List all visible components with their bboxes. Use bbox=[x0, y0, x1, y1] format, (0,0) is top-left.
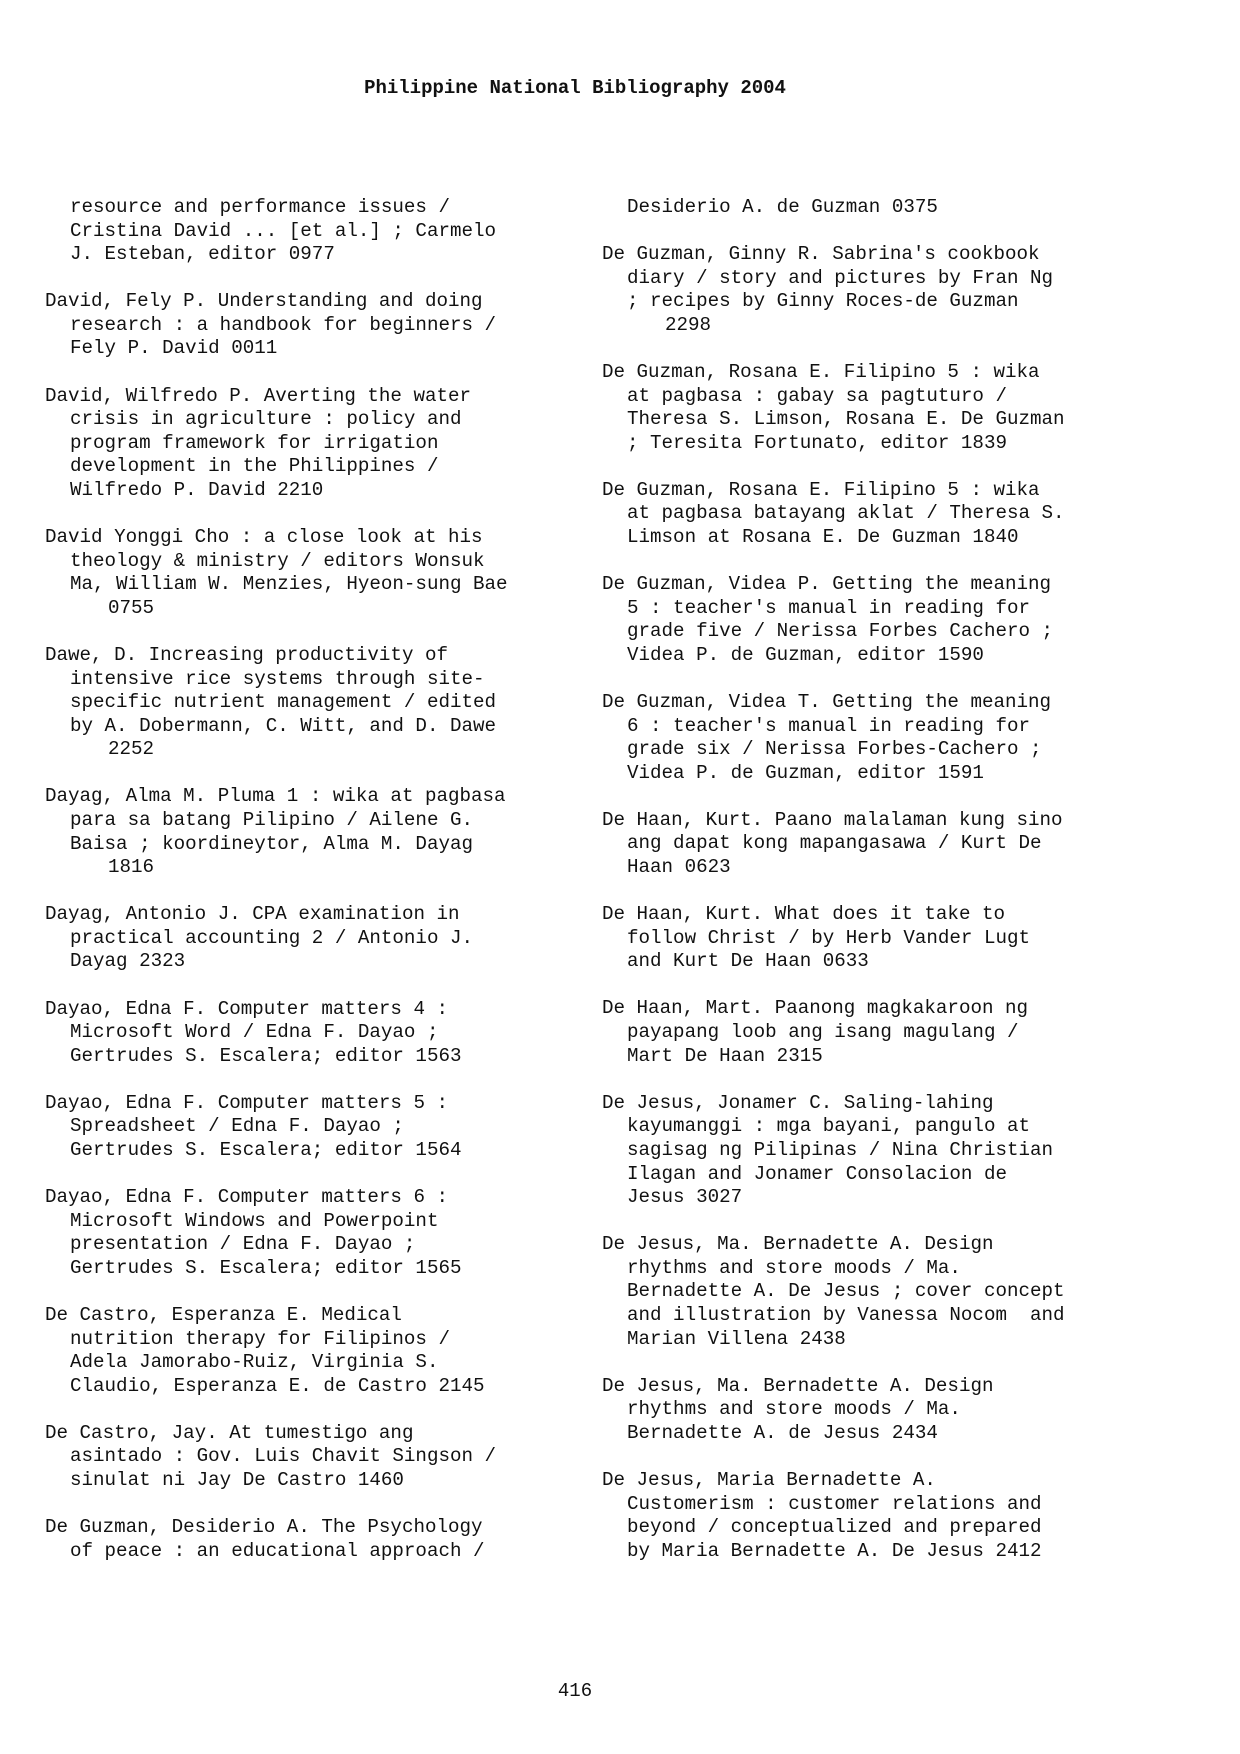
entry-heading-line: Dayag, Antonio J. CPA examination in bbox=[45, 903, 460, 926]
entry-line: ; recipes by Ginny Roces-de Guzman bbox=[627, 290, 1019, 313]
entry-heading-line: De Castro, Jay. At tumestigo ang bbox=[45, 1421, 414, 1444]
entry-line: Ma, William W. Menzies, Hyeon-sung Bae bbox=[70, 573, 508, 596]
entry-heading-line: De Guzman, Videa P. Getting the meaning bbox=[602, 573, 1052, 596]
entry-heading-line: David, Fely P. Understanding and doing bbox=[45, 290, 483, 313]
entry-line: kayumanggi : mga bayani, pangulo at bbox=[627, 1115, 1031, 1138]
entry-heading-line: De Guzman, Desiderio A. The Psychology bbox=[45, 1516, 483, 1539]
bibliography-entry bbox=[602, 361, 1162, 455]
entry-line: diary / story and pictures by Fran Ng bbox=[627, 266, 1054, 289]
bibliography-entry bbox=[602, 479, 1162, 550]
bibliography-entry bbox=[45, 1422, 605, 1493]
entry-heading-line: De Haan, Mart. Paanong magkakaroon ng bbox=[602, 997, 1029, 1020]
entry-line: development in the Philippines / bbox=[70, 455, 439, 478]
right-column bbox=[602, 196, 1162, 1587]
bibliography-entry bbox=[45, 196, 605, 267]
bibliography-entry bbox=[45, 290, 605, 361]
entry-line: J. Esteban, editor 0977 bbox=[70, 243, 335, 266]
entry-line: Dayag 2323 bbox=[70, 950, 186, 973]
entry-heading-line: Dayao, Edna F. Computer matters 6 : bbox=[45, 1186, 449, 1209]
entry-line: Microsoft Word / Edna F. Dayao ; bbox=[70, 1021, 439, 1044]
entry-line: at pagbasa batayang aklat / Theresa S. bbox=[627, 502, 1065, 525]
entry-heading-line: Dayao, Edna F. Computer matters 5 : bbox=[45, 1091, 449, 1114]
entry-line: program framework for irrigation bbox=[70, 431, 439, 454]
entry-line: Haan 0623 bbox=[627, 856, 731, 879]
bibliography-entry bbox=[602, 691, 1162, 785]
entry-line: Wilfredo P. David 2210 bbox=[70, 478, 324, 501]
entry-line: Mart De Haan 2315 bbox=[627, 1044, 823, 1067]
entry-heading-line: De Castro, Esperanza E. Medical bbox=[45, 1303, 402, 1326]
entry-line: Videa P. de Guzman, editor 1591 bbox=[627, 761, 984, 784]
entry-line: Gertrudes S. Escalera; editor 1565 bbox=[70, 1256, 462, 1279]
entry-heading-line: De Guzman, Rosana E. Filipino 5 : wika bbox=[602, 360, 1040, 383]
page-title: Philippine National Bibliography 2004 bbox=[364, 77, 786, 99]
entry-line: Microsoft Windows and Powerpoint bbox=[70, 1209, 439, 1232]
entry-line: nutrition therapy for Filipinos / bbox=[70, 1327, 450, 1350]
entry-line: Limson at Rosana E. De Guzman 1840 bbox=[627, 526, 1019, 549]
bibliography-entry bbox=[45, 385, 605, 503]
bibliography-entry bbox=[45, 998, 605, 1069]
entry-line: grade five / Nerissa Forbes Cachero ; bbox=[627, 620, 1054, 643]
entry-line: grade six / Nerissa Forbes-Cachero ; bbox=[627, 738, 1042, 761]
entry-heading-line: Dayag, Alma M. Pluma 1 : wika at pagbasa bbox=[45, 785, 506, 808]
bibliography-entry bbox=[45, 1516, 605, 1563]
entry-heading-line: resource and performance issues / bbox=[70, 196, 450, 218]
entry-line: asintado : Gov. Luis Chavit Singson / bbox=[70, 1445, 497, 1468]
entry-line: Customerism : customer relations and bbox=[627, 1492, 1042, 1515]
bibliography-entry bbox=[45, 903, 605, 974]
bibliography-entry bbox=[45, 526, 605, 620]
entry-heading-line: Desiderio A. de Guzman 0375 bbox=[627, 196, 938, 218]
entry-line: ; Teresita Fortunato, editor 1839 bbox=[627, 431, 1007, 454]
entry-heading-line: De Haan, Kurt. What does it take to bbox=[602, 903, 1006, 926]
entry-line: Theresa S. Limson, Rosana E. De Guzman bbox=[627, 408, 1065, 431]
entry-heading-line: De Jesus, Ma. Bernadette A. Design bbox=[602, 1374, 994, 1397]
bibliography-entry bbox=[602, 1375, 1162, 1446]
entry-heading-line: Dawe, D. Increasing productivity of bbox=[45, 643, 449, 666]
entry-line: follow Christ / by Herb Vander Lugt bbox=[627, 926, 1031, 949]
entry-line: and Kurt De Haan 0633 bbox=[627, 950, 869, 973]
entry-heading-line: De Jesus, Jonamer C. Saling-lahing bbox=[602, 1091, 994, 1114]
bibliography-entry bbox=[45, 1186, 605, 1280]
entry-line: 2298 bbox=[665, 313, 712, 336]
entry-heading-line: De Jesus, Ma. Bernadette A. Design bbox=[602, 1233, 994, 1256]
entry-heading-line: De Guzman, Rosana E. Filipino 5 : wika bbox=[602, 478, 1040, 501]
entry-line: payapang loob ang isang magulang / bbox=[627, 1021, 1019, 1044]
entry-line: Jesus 3027 bbox=[627, 1186, 743, 1209]
bibliography-entry bbox=[602, 573, 1162, 667]
entry-line: rhythms and store moods / Ma. bbox=[627, 1256, 961, 1279]
page-number: 416 bbox=[557, 1680, 593, 1702]
entry-heading-line: David Yonggi Cho : a close look at his bbox=[45, 526, 483, 549]
entry-line: beyond / conceptualized and prepared bbox=[627, 1516, 1042, 1539]
entry-heading-line: De Guzman, Ginny R. Sabrina's cookbook bbox=[602, 243, 1040, 266]
entry-line: by A. Dobermann, C. Witt, and D. Dawe bbox=[70, 714, 497, 737]
entry-line: Marian Villena 2438 bbox=[627, 1327, 846, 1350]
entry-line: specific nutrient management / edited bbox=[70, 691, 497, 714]
entry-line: Fely P. David 0011 bbox=[70, 337, 278, 360]
entry-line: Spreadsheet / Edna F. Dayao ; bbox=[70, 1115, 404, 1138]
bibliography-entry bbox=[602, 196, 1162, 220]
left-column bbox=[45, 196, 605, 1587]
entry-line: Bernadette A. De Jesus ; cover concept bbox=[627, 1280, 1065, 1303]
entry-heading-line: David, Wilfredo P. Averting the water bbox=[45, 384, 472, 407]
bibliography-entry bbox=[602, 243, 1162, 337]
entry-line: Adela Jamorabo-Ruiz, Virginia S. bbox=[70, 1351, 439, 1374]
bibliography-entry bbox=[45, 785, 605, 879]
bibliography-entry bbox=[602, 997, 1162, 1068]
entry-line: Videa P. de Guzman, editor 1590 bbox=[627, 643, 984, 666]
entry-line: of peace : an educational approach / bbox=[70, 1539, 485, 1562]
entry-line: practical accounting 2 / Antonio J. bbox=[70, 926, 474, 949]
entry-line: para sa batang Pilipino / Ailene G. bbox=[70, 808, 474, 831]
bibliography-entry bbox=[602, 809, 1162, 880]
bibliography-entry bbox=[45, 644, 605, 762]
entry-line: sinulat ni Jay De Castro 1460 bbox=[70, 1469, 404, 1492]
bibliography-entry bbox=[602, 1092, 1162, 1210]
entry-heading-line: De Guzman, Videa T. Getting the meaning bbox=[602, 691, 1052, 713]
entry-line: 0755 bbox=[108, 596, 155, 619]
entry-heading-line: De Jesus, Maria Bernadette A. bbox=[602, 1468, 936, 1491]
entry-line: ang dapat kong mapangasawa / Kurt De bbox=[627, 832, 1042, 855]
entry-line: Baisa ; koordineytor, Alma M. Dayag bbox=[70, 832, 474, 855]
entry-line: at pagbasa : gabay sa pagtuturo / bbox=[627, 384, 1007, 407]
entry-line: 1816 bbox=[108, 856, 155, 879]
entry-line: Claudio, Esperanza E. de Castro 2145 bbox=[70, 1374, 485, 1397]
bibliography-entry bbox=[602, 903, 1162, 974]
entry-heading-line: De Haan, Kurt. Paano malalaman kung sino bbox=[602, 808, 1063, 831]
entry-line: theology & ministry / editors Wonsuk bbox=[70, 549, 485, 572]
entry-line: 5 : teacher's manual in reading for bbox=[627, 596, 1031, 619]
entry-line: by Maria Bernadette A. De Jesus 2412 bbox=[627, 1539, 1042, 1562]
entry-line: rhythms and store moods / Ma. bbox=[627, 1398, 961, 1421]
bibliography-entry bbox=[602, 1233, 1162, 1351]
entry-line: 2252 bbox=[108, 738, 155, 761]
entry-line: Bernadette A. de Jesus 2434 bbox=[627, 1421, 938, 1444]
entry-line: intensive rice systems through site- bbox=[70, 667, 485, 690]
bibliography-entry bbox=[45, 1092, 605, 1163]
entry-heading-line: Dayao, Edna F. Computer matters 4 : bbox=[45, 997, 449, 1020]
bibliography-entry bbox=[45, 1304, 605, 1398]
entry-line: and illustration by Vanessa Nocom and bbox=[627, 1303, 1065, 1326]
entry-line: Gertrudes S. Escalera; editor 1564 bbox=[70, 1139, 462, 1161]
entry-line: Ilagan and Jonamer Consolacion de bbox=[627, 1162, 1007, 1185]
entry-line: Cristina David ... [et al.] ; Carmelo bbox=[70, 219, 497, 242]
entry-line: crisis in agriculture : policy and bbox=[70, 408, 462, 431]
entry-line: 6 : teacher's manual in reading for bbox=[627, 714, 1031, 737]
entry-line: sagisag ng Pilipinas / Nina Christian bbox=[627, 1138, 1054, 1161]
bibliography-entry bbox=[602, 1469, 1162, 1563]
entry-line: presentation / Edna F. Dayao ; bbox=[70, 1233, 416, 1256]
entry-line: Gertrudes S. Escalera; editor 1563 bbox=[70, 1044, 462, 1067]
entry-line: research : a handbook for beginners / bbox=[70, 313, 497, 336]
